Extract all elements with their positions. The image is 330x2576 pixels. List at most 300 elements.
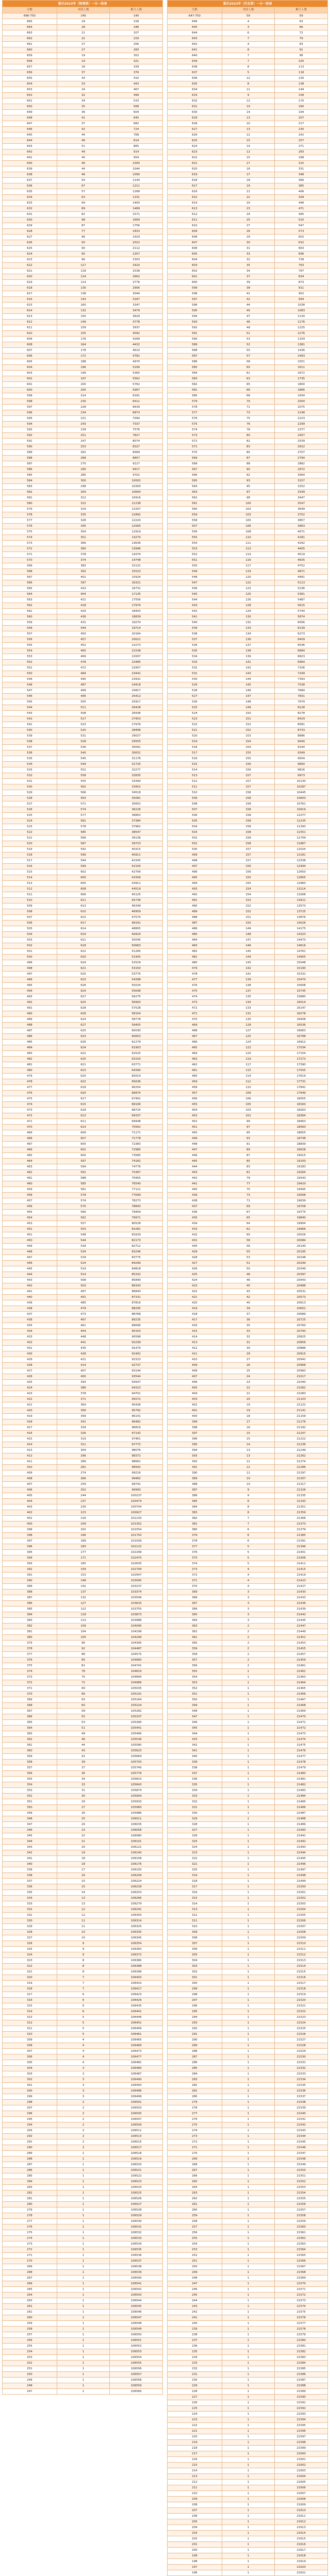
cell-cumulative: 21586: [275, 2372, 328, 2378]
cell-score: 388: [168, 1482, 222, 1487]
table-row: [3, 1850, 163, 1856]
cell-cumulative: 20915: [275, 1351, 328, 1357]
cell-count: 95: [222, 484, 275, 490]
cell-count: 626: [57, 1040, 110, 1045]
cell-score: 603: [168, 263, 222, 269]
cell-count: 1: [222, 2162, 275, 2168]
cell-cumulative: 67491: [110, 1096, 163, 1102]
cell-count: 1: [222, 1981, 275, 1986]
cell-score: 421: [3, 1402, 57, 1408]
table-row: [168, 1555, 328, 1561]
cell-score: 342: [3, 1850, 57, 1856]
cell-score: 653: [3, 87, 57, 93]
cell-score: 376: [3, 1658, 57, 1663]
table-row: [168, 320, 328, 325]
cell-cumulative: 33390: [110, 779, 163, 784]
cell-count: 401: [57, 575, 110, 580]
cell-count: 1: [222, 2446, 275, 2451]
cell-cumulative: 6139: [275, 626, 328, 631]
cell-cumulative: 93544: [110, 1374, 163, 1380]
cell-cumulative: 86343: [110, 1283, 163, 1289]
table-row: [3, 1856, 163, 1862]
cell-score: 519: [168, 739, 222, 745]
cell-score: 292: [168, 2026, 222, 2032]
cell-score: 559: [3, 620, 57, 626]
cell-score: 324: [168, 1845, 222, 1850]
cell-cumulative: 105960: [110, 1805, 163, 1811]
cell-score: 581: [3, 495, 57, 501]
table-row: [3, 1663, 163, 1669]
cell-cumulative: 21464: [275, 1680, 328, 1686]
cell-count: 1: [57, 2168, 110, 2173]
table-row: [168, 1000, 328, 1006]
cell-score: 611: [3, 325, 57, 331]
cell-cumulative: 21463: [275, 1675, 328, 1680]
table-row: [3, 1595, 163, 1601]
table-row: [3, 1510, 163, 1516]
table-row: [168, 2230, 328, 2236]
table-row: [3, 1023, 163, 1028]
table-row: [168, 1652, 328, 1658]
table-row: [3, 1601, 163, 1607]
cell-count: 1: [222, 1675, 275, 1680]
cell-count: 130: [222, 614, 275, 620]
table-row: [168, 2553, 328, 2559]
table-row: [168, 654, 328, 660]
cell-count: 158: [222, 796, 275, 801]
cell-cumulative: 21545: [275, 2139, 328, 2145]
cell-count: 89: [57, 206, 110, 212]
table-row: [168, 1023, 328, 1028]
cell-cumulative: 106291: [110, 1907, 163, 1913]
cell-score: 472: [168, 1006, 222, 1011]
cell-count: 1: [222, 2219, 275, 2224]
table-row: [168, 1777, 328, 1782]
table-row: [3, 1788, 163, 1794]
cell-score: 396: [168, 1436, 222, 1442]
table-row: [168, 1521, 328, 1527]
table-row: [168, 1431, 328, 1436]
cell-score: 382: [3, 1624, 57, 1629]
cell-score: 221: [168, 2429, 222, 2434]
cell-score: 341: [168, 1748, 222, 1754]
cell-score: 374: [168, 1561, 222, 1567]
cell-score: 576: [168, 416, 222, 422]
cell-cumulative: 21406: [275, 1555, 328, 1561]
cell-cumulative: 21588: [275, 2383, 328, 2389]
cell-score: 580: [3, 501, 57, 507]
table-row: [3, 314, 163, 320]
cell-score: 588: [3, 456, 57, 461]
cell-score: 328: [168, 1822, 222, 1828]
cell-score: 582: [3, 490, 57, 495]
table-row: [168, 858, 328, 864]
cell-cumulative: 1800: [275, 382, 328, 388]
cell-cumulative: 106209: [110, 1873, 163, 1879]
table-row: [3, 835, 163, 841]
table-row: [3, 637, 163, 643]
cell-score: 478: [168, 972, 222, 977]
cell-cumulative: 19714: [110, 626, 163, 631]
table-row: [168, 1306, 328, 1312]
table-row: [3, 1295, 163, 1300]
table-row: [3, 2105, 163, 2111]
cell-score: 296: [3, 2111, 57, 2117]
cell-cumulative: 106484: [110, 2066, 163, 2071]
cell-cumulative: 104095: [110, 1624, 163, 1629]
table-row: [168, 132, 328, 138]
cell-count: 51: [57, 144, 110, 149]
cell-cumulative: 11709: [275, 835, 328, 841]
cell-cumulative: 35652: [110, 801, 163, 807]
table-row: [168, 943, 328, 949]
table-row: [168, 2457, 328, 2463]
table-row: [168, 1794, 328, 1799]
table-row: [3, 121, 163, 127]
cell-score: 624: [3, 252, 57, 257]
cell-cumulative: 106548: [110, 2321, 163, 2327]
cell-cumulative: 21479: [275, 1765, 328, 1771]
cell-count: 40: [57, 155, 110, 161]
cell-score: 283: [168, 2077, 222, 2083]
cell-score: 391: [3, 1573, 57, 1578]
table-row: [168, 138, 328, 144]
cell-score: 469: [168, 1023, 222, 1028]
cell-score: 538: [3, 739, 57, 745]
table-row: [3, 166, 163, 172]
cell-count: 1: [222, 1833, 275, 1839]
cell-cumulative: 106487: [110, 2071, 163, 2077]
history-score-table: [167, 0, 328, 2576]
cell-cumulative: 105874: [110, 1788, 163, 1794]
cell-count: 7: [57, 1986, 110, 1992]
table-row: [168, 2287, 328, 2293]
cell-cumulative: 11235: [275, 818, 328, 824]
table-row: [168, 818, 328, 824]
cell-cumulative: 106552: [110, 2344, 163, 2349]
cell-score: 354: [3, 1782, 57, 1788]
cell-score: 380: [3, 1635, 57, 1641]
cell-cumulative: 682: [110, 121, 163, 127]
cell-count: 8: [222, 64, 275, 70]
cell-score: 466: [168, 1040, 222, 1045]
cell-cumulative: 20856: [275, 1340, 328, 1346]
cell-score: 534: [3, 762, 57, 767]
cell-cumulative: 106314: [110, 1918, 163, 1924]
cell-cumulative: 104660: [110, 1658, 163, 1663]
cell-count: 1: [222, 2463, 275, 2468]
cell-cumulative: 21445: [275, 1618, 328, 1624]
cell-count: 118: [57, 1612, 110, 1618]
table-row: [3, 1867, 163, 1873]
table-row: [168, 2015, 328, 2020]
cell-cumulative: 1381: [275, 342, 328, 348]
cell-count: 289: [57, 1459, 110, 1465]
cell-count: 155: [222, 756, 275, 762]
table-row: [3, 864, 163, 869]
cell-score: 409: [3, 1470, 57, 1476]
cell-cumulative: 21419: [275, 1573, 328, 1578]
cell-count: 1: [57, 2310, 110, 2315]
cell-cumulative: 20026: [275, 1232, 328, 1238]
cell-count: 18: [57, 1856, 110, 1862]
cell-count: 571: [57, 801, 110, 807]
cell-score: 313: [168, 1907, 222, 1913]
cell-cumulative: 106536: [110, 2253, 163, 2259]
cell-score: 202: [168, 2536, 222, 2542]
cell-count: 19: [57, 1850, 110, 1856]
table-row: [168, 671, 328, 677]
cell-score: 458: [168, 1085, 222, 1091]
cell-count: 503: [57, 1283, 110, 1289]
cell-score: 542: [3, 716, 57, 722]
cell-score: 302: [3, 2077, 57, 2083]
cell-count: 1: [222, 2247, 275, 2253]
cell-score: 205: [168, 2519, 222, 2525]
cell-count: 9: [222, 1487, 275, 1493]
table-row: [168, 2054, 328, 2060]
cell-score: 286: [3, 2168, 57, 2173]
table-row: [168, 490, 328, 495]
cell-cumulative: 9349: [275, 750, 328, 756]
cell-cumulative: 106521: [110, 2168, 163, 2173]
table-row: [168, 1238, 328, 1244]
table-row: [3, 2276, 163, 2281]
cell-cumulative: 43911: [110, 881, 163, 886]
cell-count: 623: [57, 977, 110, 983]
cell-score: 346: [3, 1828, 57, 1833]
cell-cumulative: 106533: [110, 2236, 163, 2242]
cell-score: 404: [168, 1391, 222, 1397]
table-row: [3, 1436, 163, 1442]
table-row: [3, 921, 163, 926]
cell-cumulative: 18560: [275, 1125, 328, 1130]
cell-score: 526: [168, 699, 222, 705]
table-row: [168, 1040, 328, 1045]
table-row: [3, 2338, 163, 2344]
table-row: [3, 2213, 163, 2219]
cell-cumulative: 366: [275, 178, 328, 183]
cell-score: 447: [168, 1147, 222, 1153]
cell-score: 390: [3, 1578, 57, 1584]
cell-cumulative: 63150: [110, 1057, 163, 1062]
cell-cumulative: 21521: [275, 2003, 328, 2009]
cell-count: 1: [57, 2264, 110, 2270]
cell-score: 663: [3, 30, 57, 36]
table-row: [168, 13, 328, 19]
cell-count: 508: [57, 711, 110, 716]
cell-cumulative: 207: [275, 115, 328, 121]
cell-cumulative: 10761: [275, 801, 328, 807]
cell-count: 27: [222, 223, 275, 229]
cell-score: 369: [168, 1590, 222, 1595]
table-row: [168, 1329, 328, 1334]
cell-cumulative: 77121: [110, 1187, 163, 1193]
cell-count: 10: [57, 1930, 110, 1935]
cell-cumulative: 130: [275, 76, 328, 81]
table-row: [168, 1147, 328, 1153]
cell-score: 304: [3, 2066, 57, 2071]
cell-count: 122: [222, 1045, 275, 1051]
table-row: [3, 1567, 163, 1573]
table-row: [3, 1573, 163, 1578]
cell-cumulative: 21326: [275, 1487, 328, 1493]
cell-count: 418: [57, 603, 110, 609]
cell-count: 9: [222, 1493, 275, 1499]
cell-score: 401: [168, 1408, 222, 1414]
cell-count: 24: [222, 212, 275, 218]
cell-cumulative: 21563: [275, 2242, 328, 2247]
cell-cumulative: 19270: [110, 620, 163, 626]
cell-cumulative: 1130: [275, 314, 328, 320]
cell-count: 125: [222, 1034, 275, 1040]
cell-score: 464: [3, 1159, 57, 1164]
cell-count: 539: [57, 1244, 110, 1249]
cell-cumulative: 106266: [110, 1896, 163, 1901]
table-row: [168, 1510, 328, 1516]
cell-score: 563: [3, 597, 57, 603]
cell-score: 548: [168, 575, 222, 580]
table-row: [3, 994, 163, 1000]
cell-cumulative: 106558: [110, 2378, 163, 2383]
cell-count: 1: [222, 1913, 275, 1918]
cell-count: 1: [57, 2344, 110, 2349]
table-row: [3, 1527, 163, 1533]
cell-score: 216: [168, 2457, 222, 2463]
cell-count: 1: [222, 2451, 275, 2457]
cell-cumulative: 5365: [110, 371, 163, 376]
cell-cumulative: 25917: [110, 699, 163, 705]
cell-count: 18: [222, 178, 275, 183]
cell-cumulative: 99482: [110, 1476, 163, 1482]
cell-score: 592: [168, 325, 222, 331]
cell-count: 1: [57, 2276, 110, 2281]
table-row: [3, 2151, 163, 2156]
cell-count: 51: [57, 1726, 110, 1731]
cell-score: 579: [3, 507, 57, 512]
cell-cumulative: 106547: [110, 2315, 163, 2321]
table-row: [168, 904, 328, 909]
table-row: [168, 354, 328, 359]
cell-cumulative: 91474: [110, 1346, 163, 1351]
cell-count: 1: [57, 2327, 110, 2332]
table-row: [168, 1811, 328, 1816]
cell-score: 620: [168, 166, 222, 172]
cell-cumulative: 21615: [275, 2536, 328, 2542]
cell-count: 1: [222, 2508, 275, 2514]
cell-score: 479: [3, 1074, 57, 1079]
cell-cumulative: 31725: [110, 762, 163, 767]
cell-score: 257: [168, 2224, 222, 2230]
table-row: [3, 59, 163, 64]
table-row: [168, 1850, 328, 1856]
cell-cumulative: 14026: [275, 921, 328, 926]
cell-score: 567: [3, 575, 57, 580]
cell-count: 304: [57, 490, 110, 495]
table-row: [168, 711, 328, 716]
cell-score: 530: [3, 784, 57, 790]
cell-cumulative: 2148: [275, 410, 328, 416]
cell-count: 223: [57, 1510, 110, 1516]
table-row: [168, 2485, 328, 2491]
cell-score: 533: [168, 660, 222, 665]
table-row: [3, 2242, 163, 2247]
cell-cumulative: 19904: [275, 1221, 328, 1227]
table-row: [168, 512, 328, 518]
table-row: [168, 371, 328, 376]
table-row: [168, 682, 328, 688]
column-header-cumulative: 累计人数: [275, 7, 328, 13]
cell-cumulative: 21604: [275, 2474, 328, 2480]
cell-cumulative: 52529: [110, 960, 163, 966]
cell-cumulative: 21513: [275, 1958, 328, 1964]
cell-score: 251: [3, 2366, 57, 2372]
cell-count: 33: [57, 81, 110, 87]
cell-cumulative: 30631: [110, 750, 163, 756]
table-row: [168, 1504, 328, 1510]
cell-count: 351: [57, 535, 110, 541]
cell-count: 58: [222, 359, 275, 365]
cell-count: 95: [222, 1130, 275, 1136]
cell-score: 323: [3, 1958, 57, 1964]
cell-score: 492: [3, 1000, 57, 1006]
cell-cumulative: 106517: [110, 2145, 163, 2151]
table-row: [3, 87, 163, 93]
table-row: [3, 291, 163, 297]
table-row: [3, 1249, 163, 1255]
table-row: [3, 461, 163, 467]
table-row: [168, 524, 328, 529]
cell-count: 290: [57, 467, 110, 473]
cell-cumulative: 6181: [110, 393, 163, 399]
table-row: [168, 2361, 328, 2366]
table-row: [168, 852, 328, 858]
cell-score: 570: [168, 450, 222, 456]
table-row: [3, 2049, 163, 2054]
cell-cumulative: 20488: [275, 1283, 328, 1289]
cell-cumulative: 106527: [110, 2202, 163, 2207]
cell-cumulative: 21343: [275, 1499, 328, 1504]
cell-count: 116: [222, 558, 275, 563]
cell-count: 1: [222, 2519, 275, 2525]
cell-score: 502: [168, 835, 222, 841]
table-row: [168, 2264, 328, 2270]
cell-cumulative: 331: [275, 166, 328, 172]
cell-count: 497: [57, 1289, 110, 1295]
cell-cumulative: 4092: [110, 331, 163, 337]
cell-cumulative: 64394: [110, 1068, 163, 1074]
table-row: [3, 1425, 163, 1431]
table-row: [3, 705, 163, 711]
cell-count: 5: [222, 1550, 275, 1555]
cell-count: 137: [222, 989, 275, 994]
cell-score: 445: [3, 1266, 57, 1272]
cell-cumulative: 15190: [275, 966, 328, 972]
cell-count: 158: [222, 813, 275, 818]
cell-count: 18: [57, 19, 110, 25]
cell-count: 1: [222, 1964, 275, 1969]
cell-count: 45: [222, 1283, 275, 1289]
cell-cumulative: 20825: [275, 1334, 328, 1340]
cell-cumulative: 604: [110, 110, 163, 115]
cell-count: 1: [222, 2264, 275, 2270]
table-row: [3, 518, 163, 524]
cell-cumulative: 103374: [110, 1590, 163, 1595]
cell-score: 399: [168, 1419, 222, 1425]
cell-count: 2: [57, 2128, 110, 2134]
cell-score: 382: [168, 1516, 222, 1521]
cell-score: 584: [3, 478, 57, 484]
